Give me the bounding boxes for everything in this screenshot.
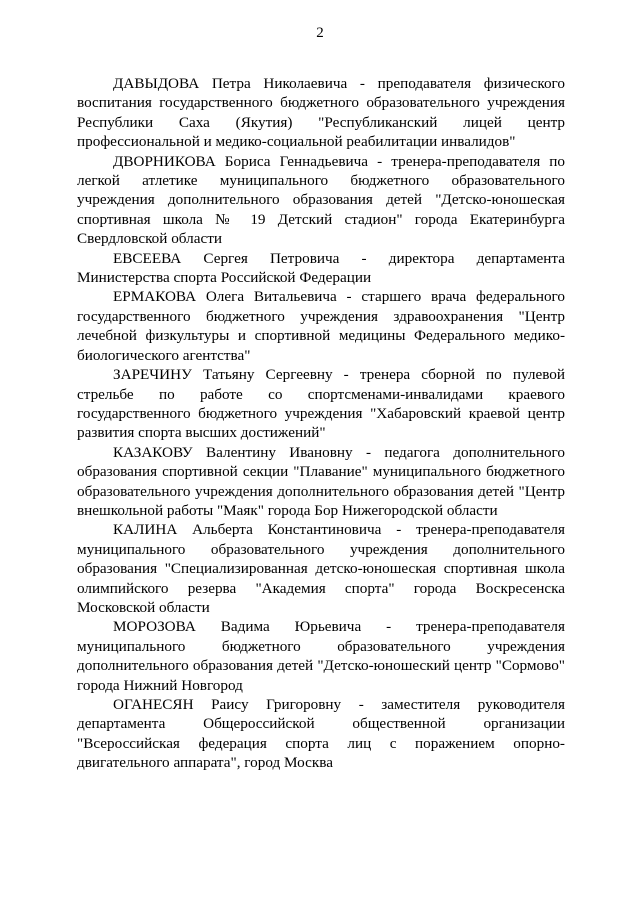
paragraph-kazakovu: КАЗАКОВУ Валентину Ивановну - педагога дополнительного образования спортивной секции "Плавание" муниципального бюджетного образовательного учреждения дополнительного образования детей "Центр внешкольной работы "Маяк" города Бор Нижегородской области	[77, 443, 565, 519]
paragraph-kalina: КАЛИНА Альберта Константиновича - тренера-преподавателя муниципального образовательного учреждения дополнительного образования "Специализированная детско-юношеская спортивная школа олимпийского резерва "Академия спорта" города Воскресенска Московской области	[77, 521, 565, 616]
paragraph-oganesyan: ОГАНЕСЯН Раису Григоровну - заместителя руководителя департамента Общероссийской общественной организации "Всероссийская федерация спорта лиц с поражением опорно-двигательного аппарата", город Москва	[77, 696, 565, 772]
paragraph-dvornikova: ДВОРНИКОВА Бориса Геннадьевича - тренера-преподавателя по легкой атлетике муниципального бюджетного образовательного учреждения дополнительного образования детей "Детско-юношеская спортивная школа № 19 Детский стадион" города Екатеринбурга Свердловской области	[77, 152, 565, 248]
paragraph-davydova: ДАВЫДОВА Петра Николаевича - преподавателя физического воспитания государственного бюджетного образовательного учреждения Республики Саха (Якутия) "Республиканский лицей центр профессиональной и медико-социальной реабилитации инвалидов"	[77, 75, 565, 151]
paragraph-ermakova: ЕРМАКОВА Олега Витальевича - старшего врача федерального государственного бюджетного учреждения здравоохранения "Центр лечебной физкультуры и спортивной медицины Федерального медико-биологического агентства"	[77, 288, 565, 364]
document-body	[77, 74, 565, 773]
paragraph-zarechinu: ЗАРЕЧИНУ Татьяну Сергеевну - тренера сборной по пулевой стрельбе по работе со спортсменами-инвалидами краевого государственного бюджетного учреждения "Хабаровский краевой центр развития спорта высших достижений"	[77, 366, 565, 442]
paragraph-evseeva: ЕВСЕЕВА Сергея Петровича - директора департамента Министерства спорта Российской Федерации	[77, 249, 565, 287]
paragraph-morozova: МОРОЗОВА Вадима Юрьевича - тренера-преподавателя муниципального бюджетного образовательного учреждения дополнительного образования детей "Детско-юношеский центр "Сормово" города Нижний Новгород	[77, 618, 565, 694]
page-number: 2	[316, 25, 324, 41]
